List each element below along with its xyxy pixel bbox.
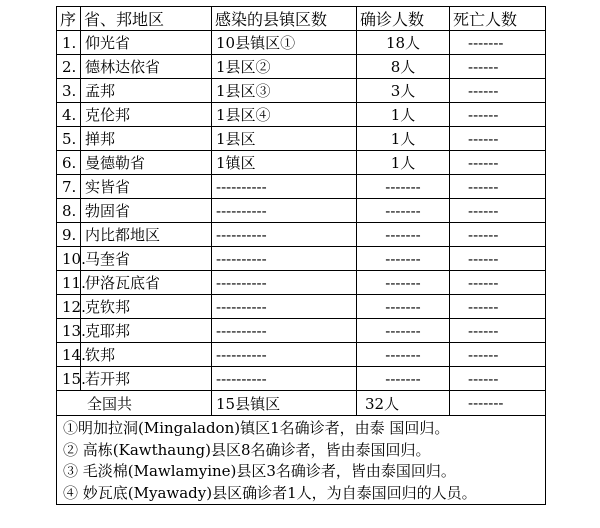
row-deaths: ------ xyxy=(450,55,546,79)
row-region: 马奎省 xyxy=(81,247,212,271)
row-deaths: ------ xyxy=(450,367,546,391)
row-confirmed: 1人 xyxy=(357,103,450,127)
row-towns: ---------- xyxy=(212,319,357,343)
header-region: 省、邦地区 xyxy=(81,7,212,31)
total-confirmed: 32人 xyxy=(357,391,450,416)
row-confirmed: ------- xyxy=(357,343,450,367)
table-row xyxy=(57,271,546,295)
row-region: 若开邦 xyxy=(81,367,212,391)
row-confirmed: 1人 xyxy=(357,127,450,151)
row-deaths: ------ xyxy=(450,319,546,343)
footnote-4: ④ 妙瓦底(Myawady)县区确诊者1人，为自泰国回归的人员。 xyxy=(63,483,477,502)
header-towns: 感染的县镇区数 xyxy=(212,7,357,31)
row-number: 11. xyxy=(57,271,81,295)
row-towns: ---------- xyxy=(212,343,357,367)
row-deaths: ------ xyxy=(450,295,546,319)
total-label: 全国共 xyxy=(57,391,212,416)
table-row xyxy=(57,199,546,223)
row-confirmed: ------- xyxy=(357,271,450,295)
row-deaths: ------ xyxy=(450,271,546,295)
footnote-1: ①明加拉洞(Mingaladon)镇区1名确诊者，由泰 国回归。 xyxy=(63,419,450,437)
header-confirmed: 确诊人数 xyxy=(357,7,450,31)
row-deaths: ------ xyxy=(450,175,546,199)
row-deaths: ------ xyxy=(450,103,546,127)
row-number: 2. xyxy=(57,55,81,79)
footnote-2: ② 高栋(Kawthaung)县区8名确诊者，皆由泰国回归。 xyxy=(63,440,431,459)
table-row xyxy=(57,55,546,79)
row-region: 内比都地区 xyxy=(81,223,212,247)
row-confirmed: ------- xyxy=(357,175,450,199)
row-region: 伊洛瓦底省 xyxy=(81,271,212,295)
footnotes xyxy=(57,416,546,505)
table-row xyxy=(57,151,546,175)
row-number: 10. xyxy=(57,247,81,271)
row-towns: ---------- xyxy=(212,175,357,199)
row-deaths: ------ xyxy=(450,151,546,175)
table-row xyxy=(57,319,546,343)
row-deaths: ------ xyxy=(450,343,546,367)
row-confirmed: 8人 xyxy=(357,55,450,79)
row-region: 勃固省 xyxy=(81,199,212,223)
row-region: 德林达依省 xyxy=(81,55,212,79)
row-region: 掸邦 xyxy=(81,127,212,151)
row-number: 15. xyxy=(57,367,81,391)
row-region: 实皆省 xyxy=(81,175,212,199)
row-confirmed: ------- xyxy=(357,319,450,343)
row-towns: ---------- xyxy=(212,199,357,223)
row-towns: 1县区④ xyxy=(212,103,357,127)
table-row xyxy=(57,103,546,127)
row-deaths: ------- xyxy=(450,31,546,55)
table-row xyxy=(57,175,546,199)
table-row xyxy=(57,79,546,103)
row-towns: ---------- xyxy=(212,247,357,271)
total-deaths: ------- xyxy=(450,391,546,416)
row-confirmed: 18人 xyxy=(357,31,450,55)
row-region: 克耶邦 xyxy=(81,319,212,343)
row-deaths: ------ xyxy=(450,199,546,223)
row-confirmed: ------- xyxy=(357,367,450,391)
header-deaths: 死亡人数 xyxy=(450,7,546,31)
table-row xyxy=(57,31,546,55)
row-towns: 1县区② xyxy=(212,55,357,79)
row-number: 1. xyxy=(57,31,81,55)
row-region: 克钦邦 xyxy=(81,295,212,319)
covid-cases-table xyxy=(56,6,546,505)
total-row xyxy=(57,391,546,416)
row-number: 14. xyxy=(57,343,81,367)
row-confirmed: ------- xyxy=(357,247,450,271)
row-confirmed: ------- xyxy=(357,295,450,319)
row-number: 13. xyxy=(57,319,81,343)
row-region: 孟邦 xyxy=(81,79,212,103)
row-region: 仰光省 xyxy=(81,31,212,55)
table-body xyxy=(57,31,546,391)
row-towns: 1镇区 xyxy=(212,151,357,175)
row-deaths: ------ xyxy=(450,127,546,151)
row-region: 钦邦 xyxy=(81,343,212,367)
row-number: 6. xyxy=(57,151,81,175)
table-row xyxy=(57,223,546,247)
table-row xyxy=(57,367,546,391)
row-towns: ---------- xyxy=(212,271,357,295)
row-towns: ---------- xyxy=(212,367,357,391)
row-number: 4. xyxy=(57,103,81,127)
footnote-3: ③ 毛淡棉(Mawlamyine)县区3名确诊者，皆由泰国回归。 xyxy=(63,462,456,480)
row-region: 克伦邦 xyxy=(81,103,212,127)
row-number: 3. xyxy=(57,79,81,103)
table-row xyxy=(57,247,546,271)
row-towns: 1县区 xyxy=(212,127,357,151)
row-confirmed: 1人 xyxy=(357,151,450,175)
table-header-row xyxy=(57,7,546,31)
row-confirmed: 3人 xyxy=(357,79,450,103)
row-towns: 1县区③ xyxy=(212,79,357,103)
table-row xyxy=(57,343,546,367)
row-confirmed: ------- xyxy=(357,223,450,247)
row-number: 12. xyxy=(57,295,81,319)
row-number: 5. xyxy=(57,127,81,151)
row-confirmed: ------- xyxy=(357,199,450,223)
table-row xyxy=(57,295,546,319)
row-number: 8. xyxy=(57,199,81,223)
header-no: 序 xyxy=(57,7,81,31)
row-towns: 10县镇区① xyxy=(212,31,357,55)
row-deaths: ------ xyxy=(450,247,546,271)
row-towns: ---------- xyxy=(212,223,357,247)
row-deaths: ------ xyxy=(450,223,546,247)
row-towns: ---------- xyxy=(212,295,357,319)
notes-row xyxy=(57,416,546,505)
table-row xyxy=(57,127,546,151)
row-region: 曼德勒省 xyxy=(81,151,212,175)
row-number: 9. xyxy=(57,223,81,247)
row-deaths: ------ xyxy=(450,79,546,103)
total-towns: 15县镇区 xyxy=(212,391,357,416)
row-number: 7. xyxy=(57,175,81,199)
